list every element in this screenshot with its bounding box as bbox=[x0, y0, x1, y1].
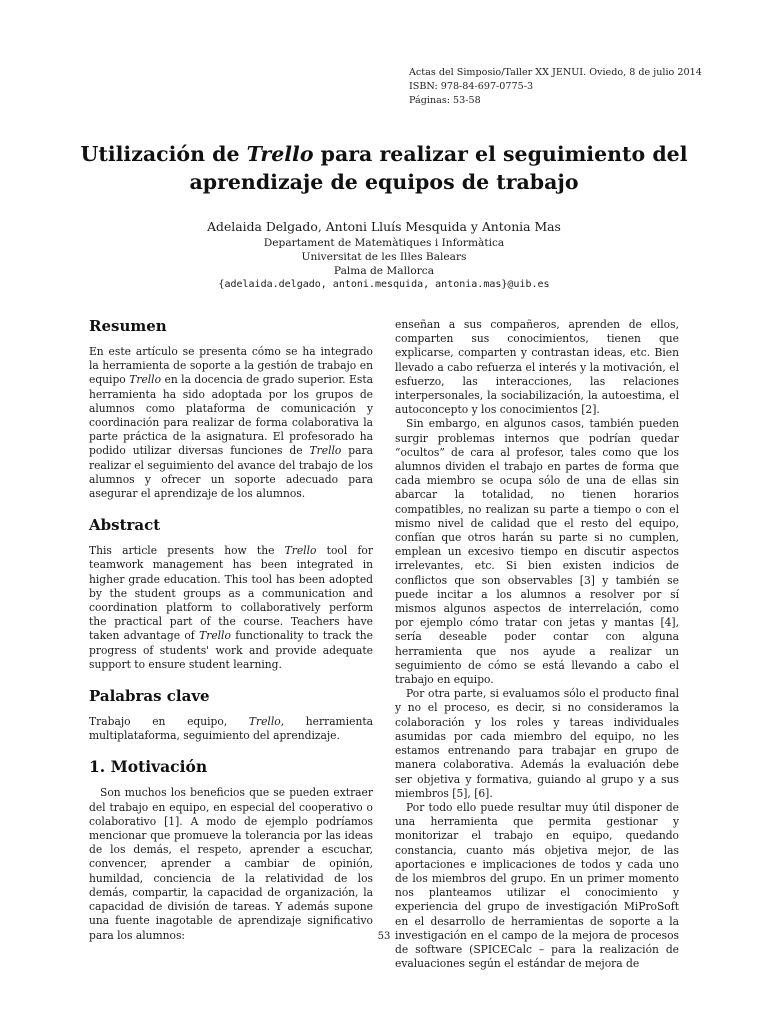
right-paragraph-4: Por todo ello puede resultar muy útil disponer de una herramienta que permita gestionar y monitorizar el trabajo en equipo, quedando constancia, cuanto más objetiva mejor, de las aportaciones e implicaciones de todos y cada uno de los miembros del grupo. En un primer momento nos planteamos utilizar el conocimiento y experiencia del grupo de investigación MiProSoft en el desarrollo de herramientas de soporte a la investigación en el campo de la mejora de procesos de software (SPICECalc – para la realización de evaluaciones según el estándar de mejora de bbox=[395, 800, 679, 971]
motivacion-paragraph: Son muchos los beneficios que se pueden extraer del trabajo en equipo, en especial del cooperativo o colaborativo [1]. A modo de ejemplo podríamos mencionar que promueve la tolerancia por las ideas de los demás, el respeto, aprender a escuchar, convencer, aprender a cambiar de opinión, humildad, conciencia de la relatividad de los demás, compartir, la capacidad de organización, la capacidad de división de tareas. Y además supone una fuente inagotable de aprendizaje significativo para los alumnos: bbox=[89, 786, 373, 942]
resumen-text: En este artículo se presenta cómo se ha integrado la herramienta de soporte a la gestión de trabajo en equipo Trello en la docencia de grado superior. Esta herramienta ha sido adoptada por los grupos de alumnos como plataforma de comunicación y coordinación para realizar de forma colaborativa la parte práctica de la asignatura. El profesorado ha podido utilizar diversas funciones de Trello para realizar el seguimiento del avance del trabajo de los alumnos y ofrecer un soporte adecuado para asegurar el aprendizaje de los alumnos. bbox=[89, 345, 373, 501]
abstract-heading: Abstract bbox=[89, 516, 161, 535]
authors: Adelaida Delgado, Antoni Lluís Mesquida y Antonia Mas bbox=[207, 219, 561, 234]
keywords-heading: Palabras clave bbox=[89, 687, 210, 706]
affiliation bbox=[0, 236, 768, 292]
affiliation-univ: Universitat de les Illes Balears bbox=[301, 251, 467, 263]
title-part2: para realizar el seguimiento del bbox=[313, 142, 688, 166]
keywords-text: Trabajo en equipo, Trello, herramienta multiplataforma, seguimiento del aprendizaje. bbox=[89, 715, 373, 743]
affiliation-dept: Departament de Matemàtiques i Informàtica bbox=[263, 237, 505, 249]
page-number: 53 bbox=[377, 931, 391, 942]
isbn-line: ISBN: 978-84-697-0775-3 bbox=[409, 81, 534, 92]
proceedings-line: Actas del Simposio/Taller XX JENUI. Oviedo, 8 de julio 2014 bbox=[409, 67, 702, 78]
right-paragraph-3: Por otra parte, si evaluamos sólo el producto final y no el proceso, es decir, si no consideramos la colaboración y los roles y tareas individuales asumidas por cada miembro del equipo, no les estamos entrenando para trabajar en grupo de manera colaborativa. Además la evaluación debe ser objetiva y formativa, guiando al grupo y a sus miembros [5], [6]. bbox=[395, 687, 679, 800]
motivacion-heading: 1. Motivación bbox=[89, 757, 208, 777]
right-paragraph-2: Sin embargo, en algunos casos, también pueden surgir problemas internos que podrían quedar “ocultos” de cara al profesor, tales como que los alumnos dividen el trabajo en partes de forma que cada miembro se ocupa sólo de una de ellas sin abarcar la totalidad, no tienen horarios compatibles, no realizan su parte a tiempo o con el mismo nivel de calidad que el resto del equipo, confían que otros harán su parte si no cumplen, emplean un excesivo tiempo en discutir aspectos irrelevantes, etc. Si bien existen indicios de conflictos que son observables [3] y también se puede incitar a los alumnos a resolver por sí mismos algunos aspectos de interrelación, como por ejemplo cómo tratar con jetas y mantas [4], sería deseable poder contar con alguna herramienta que nos ayude a realizar un seguimiento de cómo se está llevando a cabo el trabajo en equipo. bbox=[395, 417, 679, 687]
left-column bbox=[89, 316, 373, 943]
title-line2: aprendizaje de equipos de trabajo bbox=[189, 170, 579, 194]
title-italic: Trello bbox=[246, 142, 314, 166]
title-part1: Utilización de bbox=[80, 142, 247, 166]
right-column bbox=[395, 318, 679, 971]
affiliation-city: Palma de Mallorca bbox=[333, 265, 435, 277]
abstract-text: This article presents how the Trello tool for teamwork management has been integrated in higher grade education. This tool has been adopted by the student groups as a communication and coordination platform to collaboratively perform the practical part of the course. Teachers have taken advantage of Trello functionality to track the progress of students' work and provide adequate support to ensure student learning. bbox=[89, 544, 373, 671]
pages-line: Páginas: 53-58 bbox=[409, 95, 481, 106]
paper-title bbox=[0, 140, 768, 196]
author-emails: {adelaida.delgado, antoni.mesquida, antonia.mas}@uib.es bbox=[218, 279, 550, 290]
right-paragraph-1: enseñan a sus compañeros, aprenden de ellos, comparten sus conocimientos, tienen que explicarse, comparten y contrastan ideas, etc. Bien llevado a cabo refuerza el interés y la motivación, el esfuerzo, las interacciones, las relaciones interpersonales, la sociabilización, la autoestima, el autoconcepto y los conocimientos [2]. bbox=[395, 318, 679, 417]
proceedings-header bbox=[409, 66, 729, 108]
resumen-heading: Resumen bbox=[89, 317, 167, 335]
